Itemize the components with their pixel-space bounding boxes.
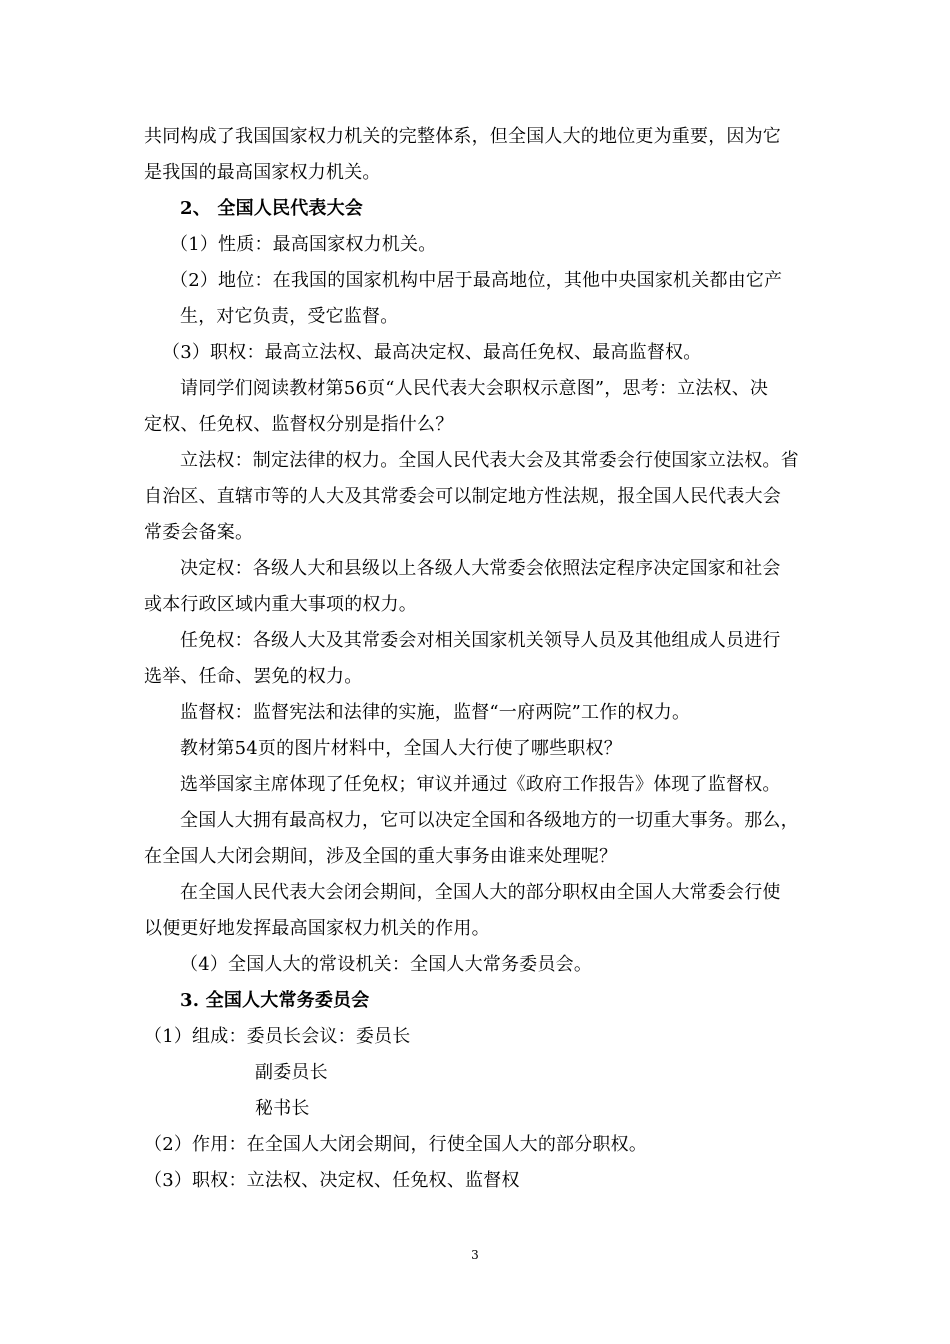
- section-heading: 3. 全国人大常务委员会: [180, 990, 370, 1011]
- text-line: 选举国家主席体现了任免权；审议并通过《政府工作报告》体现了监督权。: [180, 774, 781, 795]
- text-line: 生，对它负责，受它监督。: [180, 306, 399, 327]
- text-line: 全国人大拥有最高权力，它可以决定全国和各级地方的一切重大事务。那么，: [180, 810, 799, 831]
- page-number: 3: [471, 1248, 479, 1262]
- text-line: 监督权：监督宪法和法律的实施，监督“一府两院”工作的权力。: [180, 702, 691, 723]
- text-line: 请同学们阅读教材第56页“人民代表大会职权示意图”，思考：立法权、决: [180, 378, 769, 399]
- text-line: （2）作用：在全国人大闭会期间，行使全国人大的部分职权。: [144, 1134, 648, 1155]
- text-line: 在全国人民代表大会闭会期间，全国人大的部分职权由全国人大常委会行使: [180, 882, 781, 903]
- text-line: 立法权：制定法律的权力。全国人民代表大会及其常委会行使国家立法权。省: [180, 450, 799, 471]
- text-line: 常委会备案。: [144, 522, 254, 543]
- text-line: 副委员长: [255, 1062, 328, 1083]
- text-line: 教材第54页的图片材料中，全国人大行使了哪些职权？: [180, 738, 622, 759]
- text-line: 任免权：各级人大及其常委会对相关国家机关领导人员及其他组成人员进行: [180, 630, 781, 651]
- text-line: 定权、任免权、监督权分别是指什么？: [144, 414, 454, 435]
- text-line: 共同构成了我国国家权力机关的完整体系，但全国人大的地位更为重要，因为它: [144, 126, 781, 147]
- text-line: 决定权：各级人大和县级以上各级人大常委会依照法定程序决定国家和社会: [180, 558, 781, 579]
- text-line: 选举、任命、罢免的权力。: [144, 666, 363, 687]
- text-line: 在全国人大闭会期间，涉及全国的重大事务由谁来处理呢？: [144, 846, 618, 867]
- text-line: （1）组成：委员长会议：委员长: [144, 1026, 411, 1047]
- section-heading: 2、 全国人民代表大会: [180, 198, 363, 219]
- text-line: （1）性质：最高国家权力机关。: [170, 234, 437, 255]
- text-line: 自治区、直辖市等的人大及其常委会可以制定地方性法规，报全国人民代表大会: [144, 486, 781, 507]
- text-line: 以便更好地发挥最高国家权力机关的作用。: [144, 918, 490, 939]
- text-line: （3）职权：立法权、决定权、任免权、监督权: [144, 1170, 520, 1191]
- text-line: （3）职权：最高立法权、最高决定权、最高任免权、最高监督权。: [162, 342, 702, 363]
- text-line: （2）地位：在我国的国家机构中居于最高地位，其他中央国家机关都由它产: [170, 270, 783, 291]
- text-line: （4）全国人大的常设机关：全国人大常务委员会。: [180, 954, 593, 975]
- text-line: 或本行政区域内重大事项的权力。: [144, 594, 417, 615]
- text-line: 秘书长: [255, 1098, 310, 1119]
- text-line: 是我国的最高国家权力机关。: [144, 162, 381, 183]
